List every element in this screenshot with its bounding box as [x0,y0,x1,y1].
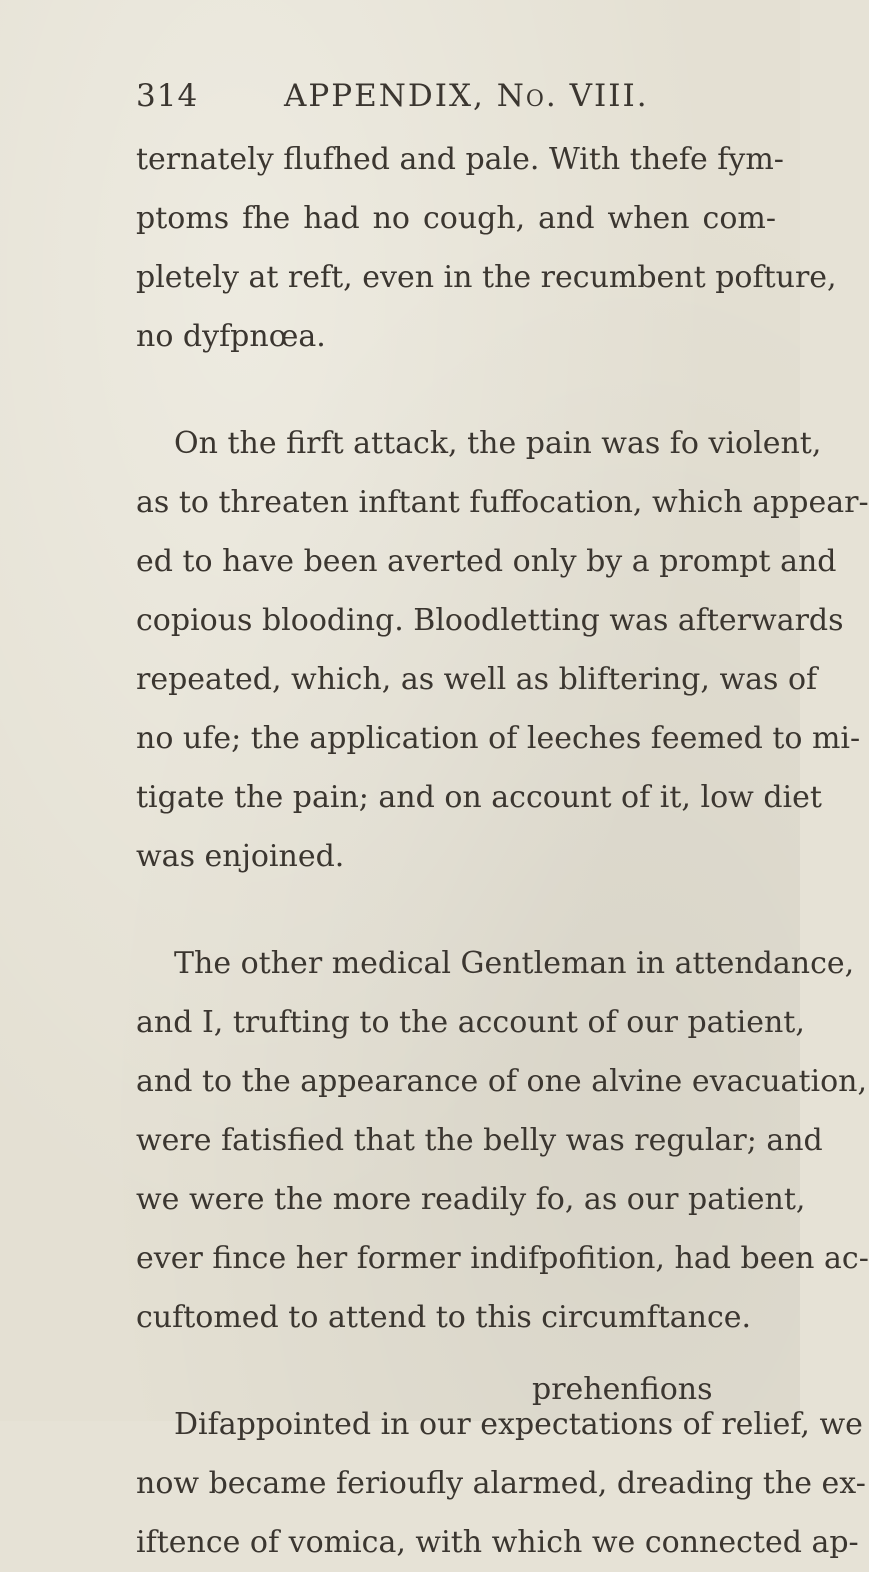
text-line: ternately flufhed and pale. With thefe fym- [136,142,784,177]
text-line: copious blooding. Bloodletting was afterwards [136,603,844,638]
text-line: iftence of vomica, with which we connected ap- [136,1525,859,1560]
body-text [136,130,869,1572]
text-line: was enjoined. [136,839,345,874]
text-line: and to the appearance of one alvine evacuation, [136,1064,868,1099]
text-line: as to threaten inftant fuffocation, which appear- [136,485,869,520]
text-line: no ufe; the application of leeches feemed to mi- [136,721,861,756]
page-number: 314 [136,78,199,114]
paragraph-gap [136,366,776,414]
text-line: Difappointed in our expectations of relief, we [174,1407,863,1442]
text-line: we were the more readily fo, as our patient, [136,1182,806,1217]
text-line: tigate the pain; and on account of it, low diet [136,780,822,815]
text-line: now became ferioufly alarmed, dreading the ex- [136,1466,866,1501]
text-line: repeated, which, as well as bliftering, was of [136,662,818,697]
text-line: On the firft attack, the pain was fo violent, [174,426,822,461]
running-head: APPENDIX, No. VIII. [284,78,649,114]
text-line: and I, trufting to the account of our patient, [136,1005,805,1040]
text-line: were fatisfied that the belly was regular; and [136,1123,823,1158]
text-line: ptoms fhe had no cough, and when com- [136,201,776,236]
text-line: ever fince her former indifpofition, had been ac- [136,1241,869,1276]
paragraph-gap [136,886,776,934]
text-line: The other medical Gentleman in attendance, [174,946,855,981]
text-line: ed to have been averted only by a prompt and [136,544,837,579]
page-header [136,78,776,122]
text-line: pletely at reft, even in the recumbent pofture, [136,260,837,295]
text-line: no dyfpnœa. [136,319,326,354]
text-line: cuftomed to attend to this circumftance. [136,1300,752,1335]
catchword: prehenfions [532,1372,713,1407]
